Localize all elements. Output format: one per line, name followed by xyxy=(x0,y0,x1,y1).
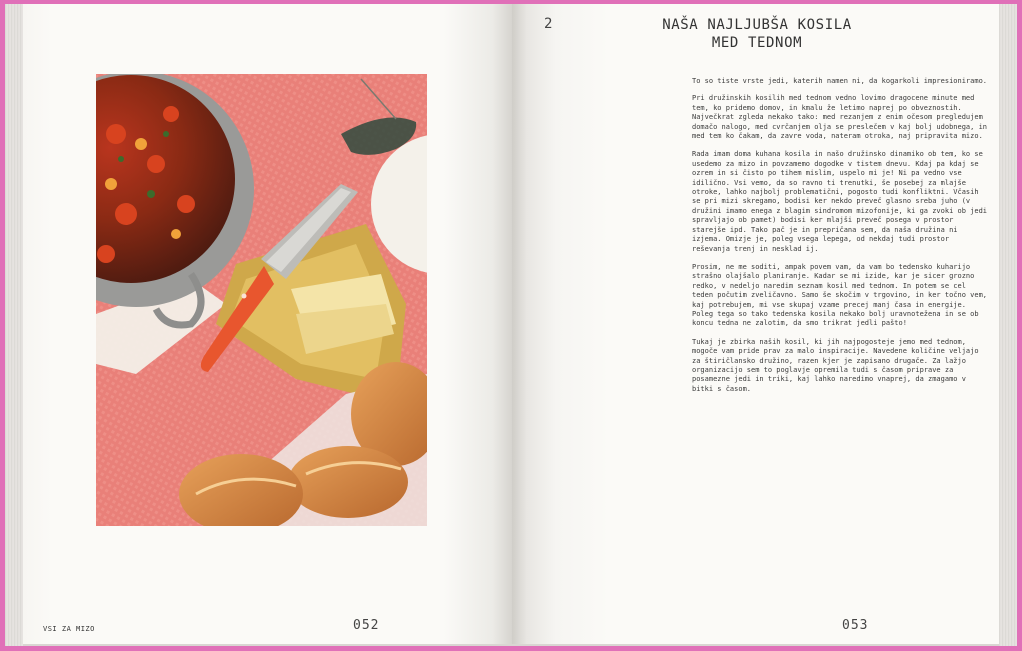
food-photo xyxy=(96,74,427,526)
page-stack-right xyxy=(999,4,1017,646)
page-number-right: 053 xyxy=(842,618,869,633)
right-page xyxy=(512,4,999,644)
page-number-left: 052 xyxy=(353,618,380,633)
intro-paragraph: To so tiste vrste jedi, katerih namen ni, da kogarkoli impresioniramo. xyxy=(692,77,988,85)
page-stack-left xyxy=(5,4,23,646)
chapter-title-line1: NAŠA NAJLJUBŠA KOSILA xyxy=(662,17,852,33)
chapter-title-line2: MED TEDNOM xyxy=(711,35,803,51)
chapter-number: 2 xyxy=(544,16,553,32)
chapter-body xyxy=(692,77,988,403)
left-page xyxy=(23,4,512,644)
paragraph: Tukaj je zbirka naših kosil, ki jih najpogosteje jemo med tednom, mogoče vam pride prav za malo inspiracije. Navedene količine veljajo za štiričlansko družino, razen kjer je zapisano drugače. Za lažjo organizacijo sem to poglavje opremila tudi s časom priprave za posamezne jedi in triki, kaj lahko naredimo vnaprej, da zmagamo v bitki s časom. xyxy=(692,337,979,393)
paragraph: Rada imam doma kuhana kosila in našo družinsko dinamiko ob tem, ko se usedemo za mizo in povzamemo dogodke v tistem dnevu. Kdaj pa kdaj se ozrem in si čisto po tihem mislim, uspelo mi je! Ni pa vedno vse idilično. Vsi vemo, da so ravno ti trenutki, še posebej za mlajše otroke, lahko najbolj problematični, pogosto tudi konfliktni. Včasih se pri mizi skregamo, bodisi ker nekdo preveč glasno srebа juho (v družini imamo enega z blagim sindromom mizofonije, ki ga zvoki ob jedi spravljajo ob pamet) bodisi ker mlajši preveč posega v prostor starejše ipd. Tako pač je in prepričana sem, da naša družina ni izjema. Omizje je, poleg vsega lepega, od nekdaj tudi prostor reševanja trenj in nesklad ij. xyxy=(692,150,988,253)
paragraph: Prosim, ne me soditi, ampak povem vam, da vam bo tedensko kuharijo strašno olajšalo planiranje. Kadar se mi izide, kar je sicer grozno redko, v nedeljo naredim seznam kosil med tednom. In potem se cel teden počutim zveličavno. Samo še skočim v trgovino, in ker točno vem, kaj potrebujem, mi vse skupaj vzame precej manj časa in energije. Poleg tega so tako tedenska kosila nekako bolj uravnotežena in se ob koncu tedna ne zalotim, da smo trikrat jedli pašto! xyxy=(692,262,988,328)
paragraph: Pri družinskih kosilih med tednom vedno lovimo dragocene minute med tem, ko pridemo domov, in kmalu že letimo naprej po obveznostih. Največkrat zgleda nekako tako: med rezanjem z enim očesom pregledujem domačo nalogo, med cvrčanjem olja se preslečem v kaj bolj udobnega, in med tem ko čakam, da zavre voda, nateram otroka, naj pripravita mizo. xyxy=(692,94,988,141)
book-title-footer: VSI ZA MIZO xyxy=(43,625,95,633)
chapter-title xyxy=(647,16,867,52)
